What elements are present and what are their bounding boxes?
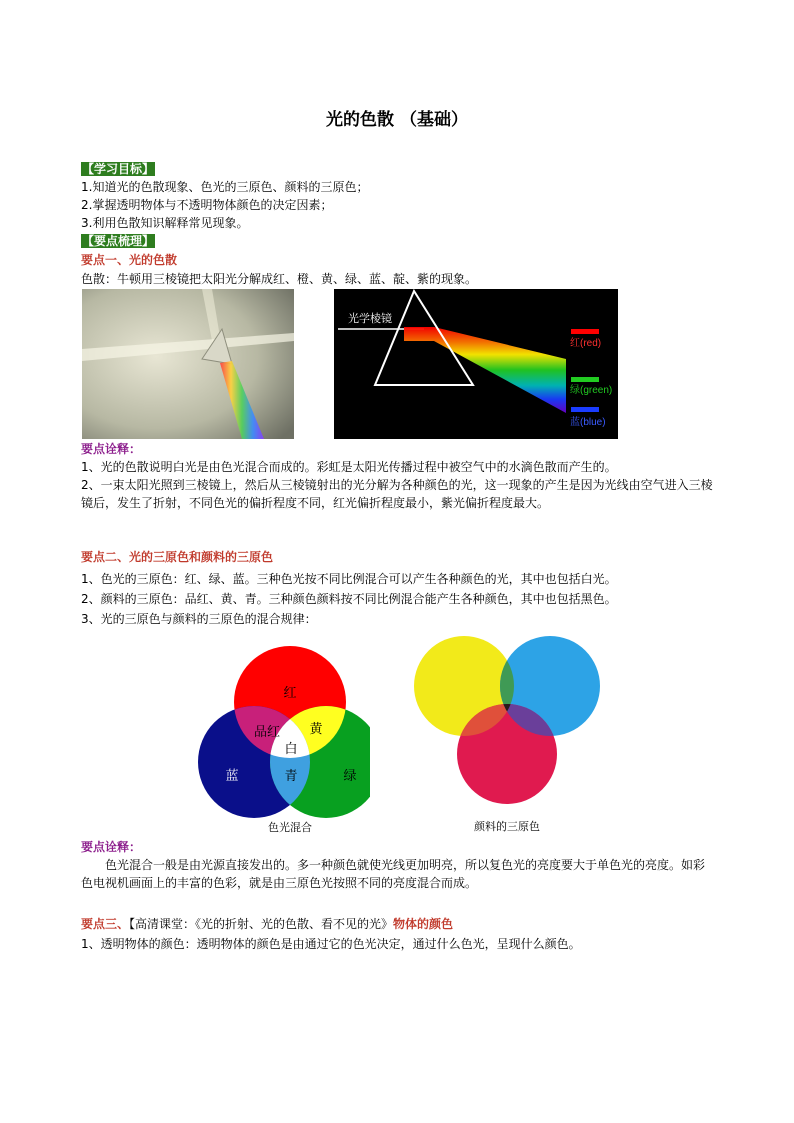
point2-item: 2、颜料的三原色：品红、黄、青。三种颜色颜料按不同比例混合能产生各种颜色，其中也包括黑色。 bbox=[81, 592, 617, 606]
green-label: 绿(green) bbox=[570, 385, 613, 396]
cyan-label: 青 bbox=[284, 769, 298, 784]
objective-item: 2.掌握透明物体与不透明物体颜色的决定因素； bbox=[81, 198, 333, 212]
point1-heading: 要点一、光的色散 bbox=[81, 253, 178, 267]
point2-note: 色光混合一般是由光源直接发出的。多一种颜色就使光线更加明亮，所以复色光的亮度要大于单色光的亮度。如彩色电视机画面上的丰富的色彩，就是由三原色光按照不同的亮度混合而成。 bbox=[81, 858, 706, 890]
point3-item: 1、透明物体的颜色：透明物体的颜色是由通过它的色光决定，通过什么色光，呈现什么颜色。 bbox=[81, 937, 581, 951]
prism-label: 光学棱镜 bbox=[348, 313, 392, 325]
summary-tag: 【要点梳理】 bbox=[82, 234, 155, 248]
red-swatch bbox=[571, 329, 599, 334]
summary-heading bbox=[81, 232, 155, 250]
white-label: 白 bbox=[284, 742, 298, 757]
objective-item: 1.知道光的色散现象、色光的三原色、颜料的三原色； bbox=[81, 180, 369, 194]
point2-note-heading: 要点诠释： bbox=[81, 840, 142, 854]
blue-label: 蓝(blue) bbox=[570, 417, 606, 428]
objectives-tag: 【学习目标】 bbox=[82, 162, 155, 176]
point1-note: 1、光的色散说明白光是由色光混合而成的。彩虹是太阳光传播过程中被空气中的水滴色散而产生的。 bbox=[81, 460, 617, 474]
yellow-label: 黄 bbox=[309, 722, 323, 737]
point3-heading bbox=[81, 915, 453, 933]
pigment-caption: 颜料的三原色 bbox=[474, 820, 540, 833]
magenta-label: 品红 bbox=[253, 725, 281, 740]
dispersion-definition: 色散：牛顿用三棱镜把太阳光分解成红、橙、黄、绿、蓝、靛、紫的现象。 bbox=[81, 272, 478, 286]
objective-item: 3.利用色散知识解释常见现象。 bbox=[81, 216, 249, 230]
point2-item: 1、色光的三原色：红、绿、蓝。三种色光按不同比例混合可以产生各种颜色的光，其中也包括白光。 bbox=[81, 572, 617, 586]
red-label: 红(red) bbox=[570, 338, 602, 349]
point3-link[interactable]: 【高清课堂：《光的折射、光的色散、看不见的光》 bbox=[129, 917, 394, 931]
point1-note: 2、一束太阳光照到三棱镜上，然后从三棱镜射出的光分解为各种颜色的光，这一现象的产生是因为光线由空气进入三棱镜后，发生了折射，不同色光的偏折程度不同，红光偏折程度最小，紫光偏折程度最大。 bbox=[81, 478, 713, 510]
point2-heading: 要点二、光的三原色和颜料的三原色 bbox=[81, 550, 274, 564]
green-swatch bbox=[571, 377, 599, 382]
light-mixing-diagram bbox=[190, 640, 370, 836]
prism-diagram bbox=[334, 289, 618, 439]
page-title: 光的色散 （基础） bbox=[326, 110, 468, 130]
blue-swatch bbox=[571, 407, 599, 412]
point2-item: 3、光的三原色与颜料的三原色的混合规律： bbox=[81, 612, 317, 626]
objectives-heading bbox=[81, 160, 155, 178]
point3-suffix: 物体的颜色 bbox=[393, 917, 454, 931]
pigment-mixing-diagram bbox=[408, 626, 608, 836]
green-label: 绿 bbox=[343, 769, 357, 784]
point3-prefix: 要点三、 bbox=[81, 917, 130, 931]
prism-photo bbox=[82, 289, 294, 439]
blue-label: 蓝 bbox=[225, 769, 239, 784]
point1-note-heading: 要点诠释： bbox=[81, 442, 142, 456]
light-mix-caption: 色光混合 bbox=[268, 821, 312, 834]
red-label: 红 bbox=[283, 686, 297, 701]
